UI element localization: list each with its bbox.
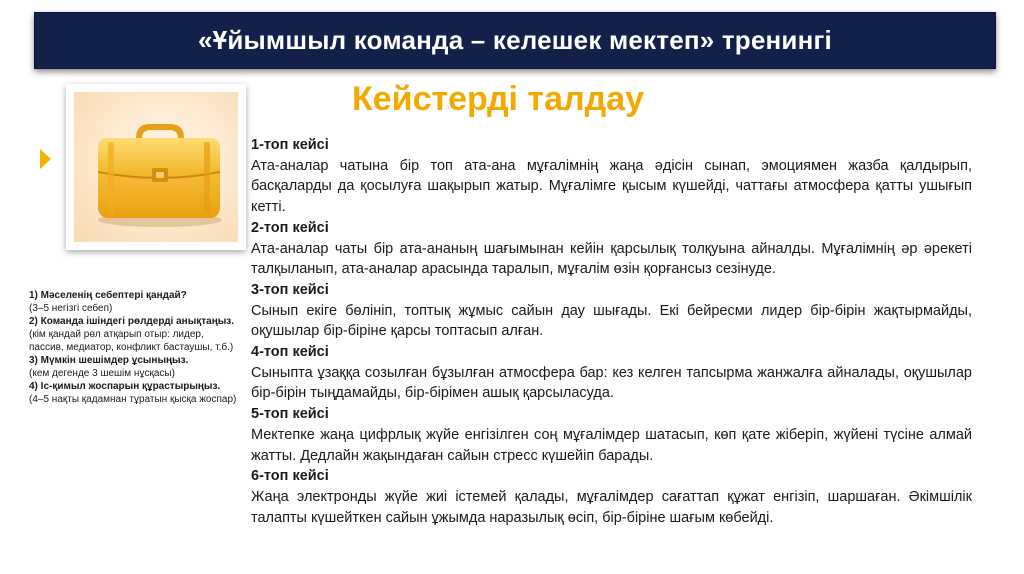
question-title: 1) Мәселенің себептері қандай?	[29, 290, 187, 301]
slide-subtitle: Кейстерді талдау	[352, 80, 644, 118]
question-note: (кім қандай рөл атқарып отыр: лидер, пассив, медиатор, конфликт бастаушы, т.б.)	[29, 329, 234, 353]
case-title: 5-топ кейсі	[251, 406, 329, 423]
header-title: «Ұйымшыл команда – келешек мектеп» тренингі	[198, 25, 832, 55]
case-item	[251, 404, 972, 466]
case-item	[251, 466, 972, 528]
case-text: Жаңа электронды жүйе жиі істемей қалады, мұғалімдер сағаттап құжат енгізіп, шаршаған. Әкімшілік талапты күшейткен сайын ұжымда наразылық өсіп, бір-біріне шағым көбейді.	[251, 488, 972, 526]
question-item	[29, 315, 239, 354]
photo-frame	[66, 84, 246, 250]
question-item	[29, 354, 239, 380]
question-note: (кем дегенде 3 шешім нұсқасы)	[29, 368, 175, 379]
case-list	[251, 135, 972, 528]
case-item	[251, 218, 972, 280]
question-list	[29, 289, 239, 406]
question-title: 3) Мүмкін шешімдер ұсыныңыз.	[29, 355, 189, 366]
case-item	[251, 280, 972, 342]
case-text: Мектепке жаңа цифрлық жүйе енгізілген соң мұғалімдер шатасып, көп қате жіберіп, жүйені түсіне алмай жатты. Дедлайн жақындаған сайын стресс күшейіп барады.	[251, 426, 972, 464]
case-item	[251, 342, 972, 404]
case-text: Ата-аналар чаты бір ата-ананың шағымынан кейін қарсылық толқуына айналды. Мұғалімнің әр әрекеті талқыланып, ата-аналар арасында таралып, мұғалім өзін қорғансыз сезінуде.	[251, 240, 972, 278]
briefcase-image	[74, 92, 238, 242]
case-text: Сыныпта ұзаққа созылған бұзылған атмосфера бар: кез келген тапсырма жанжалға айналады, оқушылар бір-бірін тыңдамайды, бір-бірімен ашық қарсыласуда.	[251, 364, 972, 402]
question-title: 4) Іс-қимыл жоспарын құрастырыңыз.	[29, 381, 221, 392]
case-text: Сынып екіге бөлініп, топтық жұмыс сайын дау шығады. Екі бейресми лидер бір-бірін жақтырмайды, оқушылар бір-біріне қарсы топтасып алған.	[251, 302, 972, 340]
briefcase-icon	[74, 92, 238, 242]
play-arrow-icon	[40, 149, 51, 169]
case-title: 2-топ кейсі	[251, 219, 329, 236]
question-item	[29, 289, 239, 315]
case-title: 4-топ кейсі	[251, 344, 329, 361]
case-text: Ата-аналар чатына бір топ ата-ана мұғалімнің жаңа әдісін сынап, эмоциямен жазба қалдырып, басқаларды да қосылуға шақырып жатыр. Мұғалімге қысым күшейді, чаттағы атмосфера қатты ушығып кетті.	[251, 157, 972, 216]
case-title: 6-топ кейсі	[251, 468, 329, 485]
question-note: (3–5 негізгі себеп)	[29, 303, 113, 314]
header-banner	[34, 12, 996, 69]
case-item	[251, 135, 972, 218]
question-item	[29, 380, 239, 406]
question-note: (4–5 нақты қадамнан тұратын қысқа жоспар)	[29, 394, 237, 405]
case-title: 3-топ кейсі	[251, 281, 329, 298]
case-title: 1-топ кейсі	[251, 137, 329, 153]
question-title: 2) Команда ішіндегі рөлдерді анықтаңыз.	[29, 316, 235, 327]
